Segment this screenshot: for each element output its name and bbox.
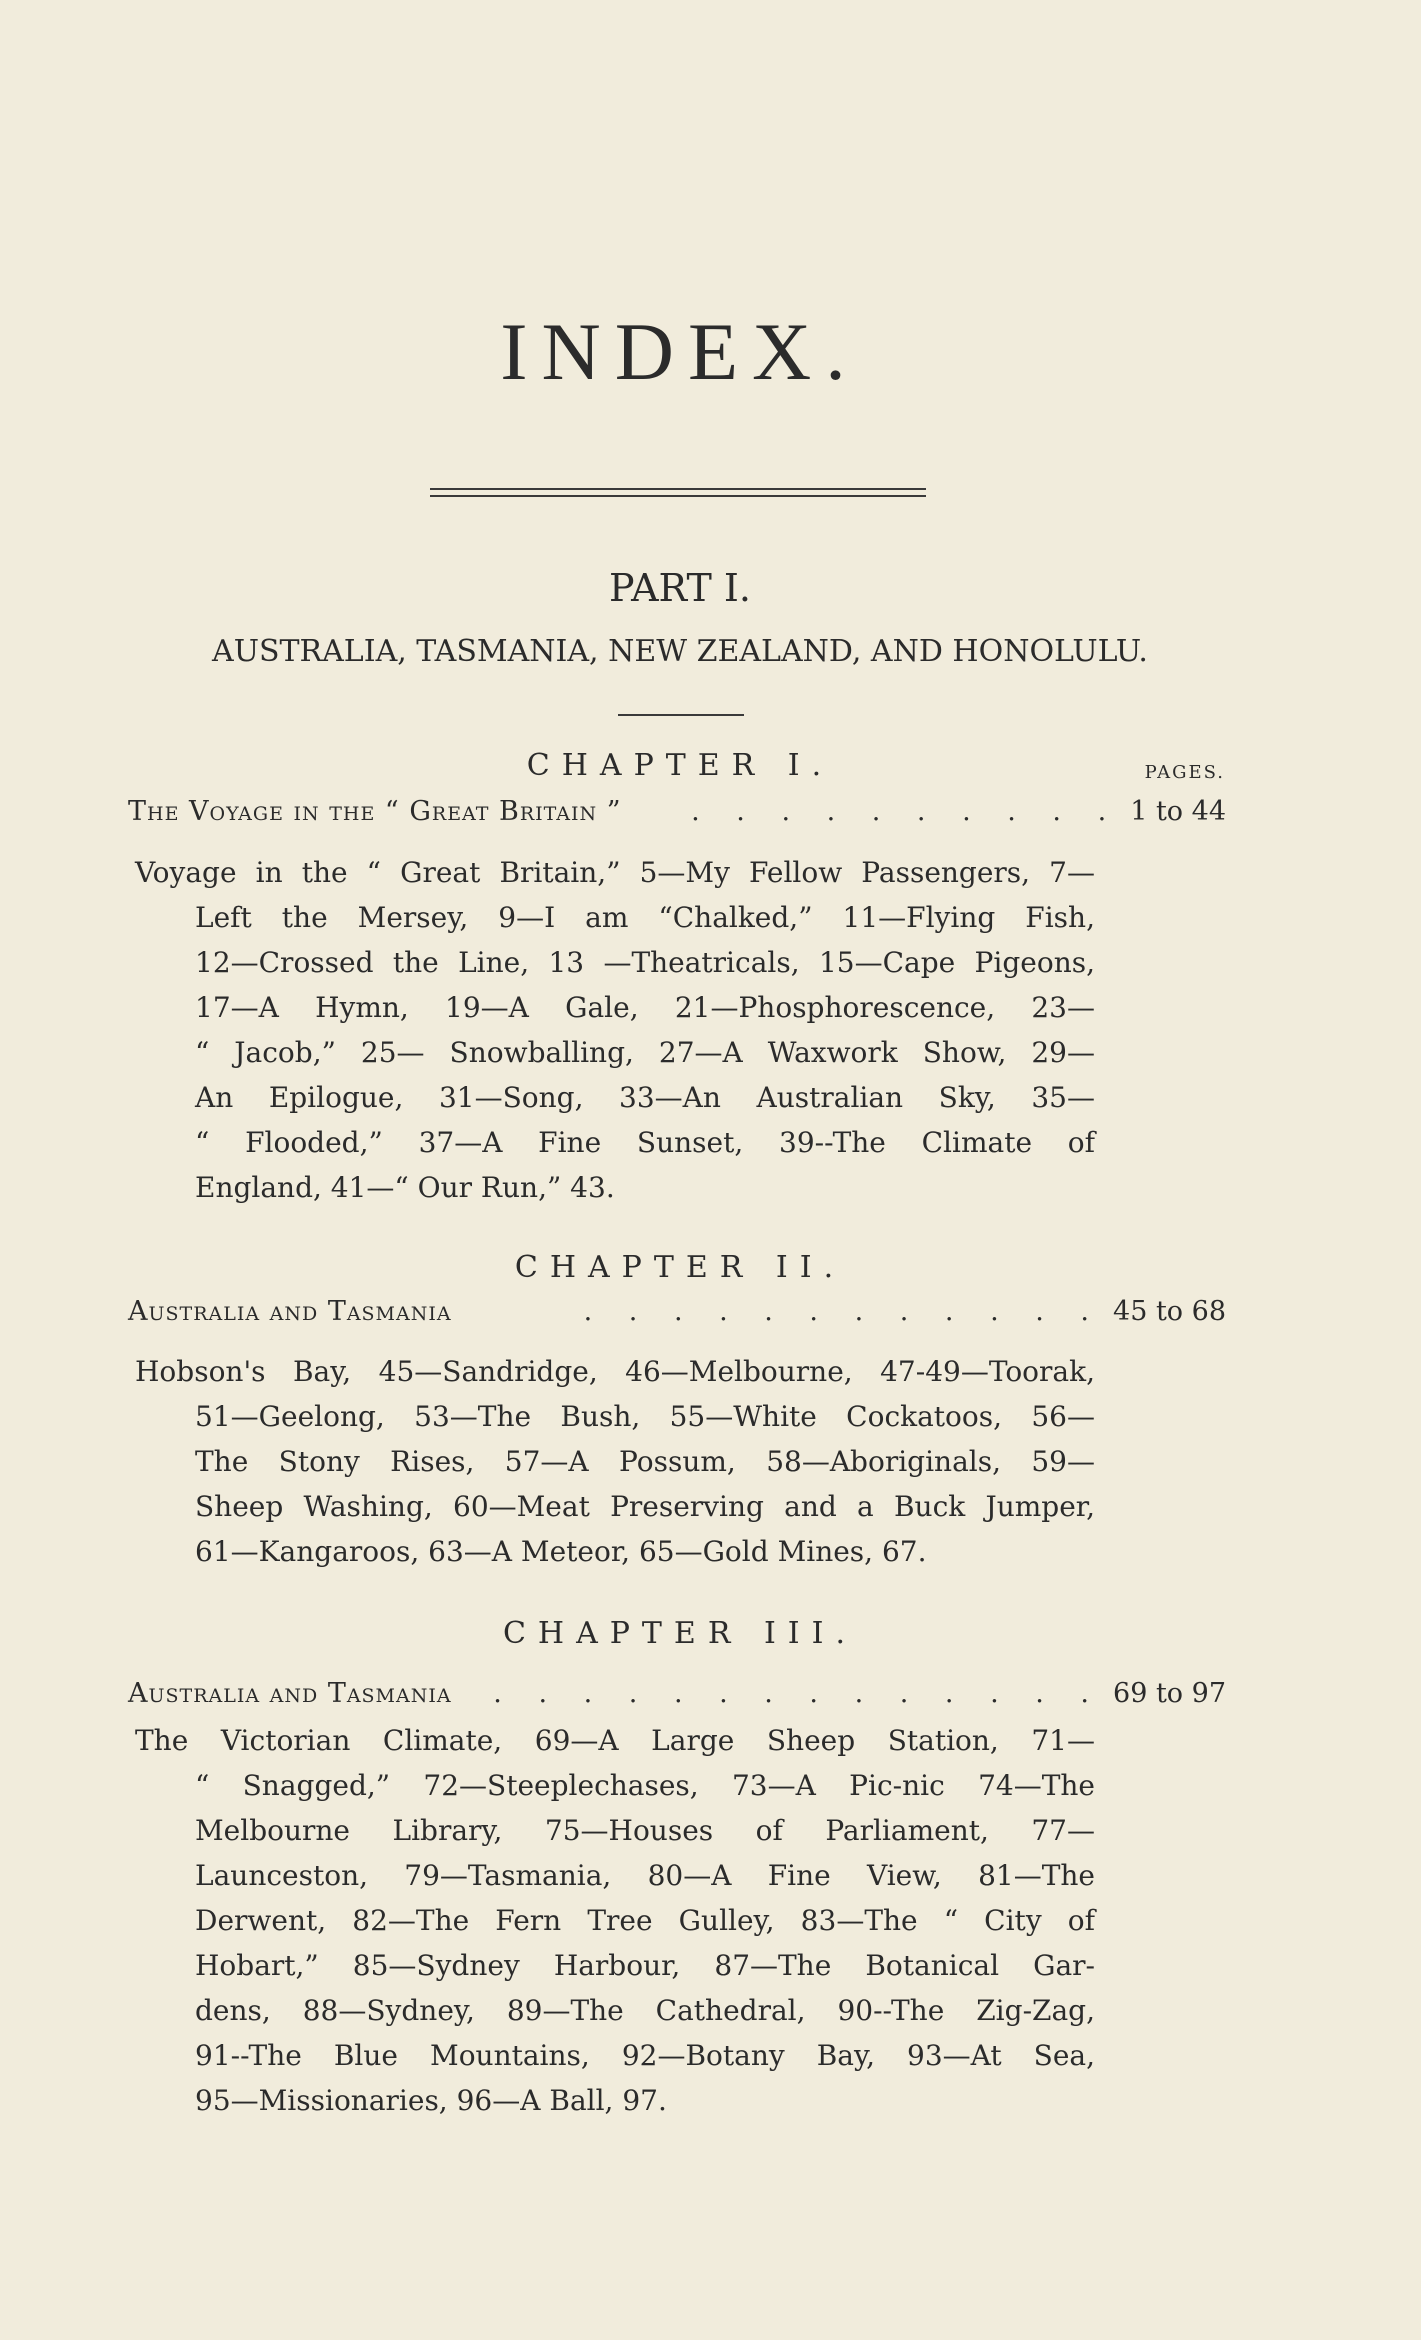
chapter-heading: CHAPTER III. xyxy=(502,1616,858,1651)
contents-line: Hobart,” 85—Sydney Harbour, 87—The Botanical Gar- xyxy=(195,1949,1095,1982)
contents-line: 61—Kangaroos, 63—A Meteor, 65—Gold Mines, 67. xyxy=(195,1535,927,1568)
contents-line: 91--The Blue Mountains, 92—Botany Bay, 93—At Sea, xyxy=(195,2039,1095,2072)
contents-line: 12—Crossed the Line, 13 —Theatricals, 15—Cape Pigeons, xyxy=(195,946,1095,979)
chapter-name: Australia and Tasmania xyxy=(128,1678,452,1709)
chapter-line xyxy=(128,1678,1226,1718)
page-title: INDEX. xyxy=(500,306,860,397)
contents-line: “ Snagged,” 72—Steeplechases, 73—A Pic-nic 74—The xyxy=(195,1769,1095,1802)
chapter-line xyxy=(128,1296,1226,1336)
short-rule-divider xyxy=(618,714,744,716)
contents-line: Derwent, 82—The Fern Tree Gulley, 83—The “ City of xyxy=(195,1904,1095,1937)
part-subtitle: AUSTRALIA, TASMANIA, NEW ZEALAND, AND HONOLULU. xyxy=(212,634,1148,669)
contents-line: An Epilogue, 31—Song, 33—An Australian Sky, 35— xyxy=(195,1081,1095,1114)
dot-leader: . . . . . . . . . . . . xyxy=(583,1296,1104,1327)
rule-line xyxy=(430,488,926,490)
rule-line xyxy=(430,495,926,497)
contents-line: 17—A Hymn, 19—A Gale, 21—Phosphorescence, 23— xyxy=(195,991,1095,1024)
chapter-heading: CHAPTER I. xyxy=(526,748,834,783)
contents-line: Voyage in the “ Great Britain,” 5—My Fellow Passengers, 7— xyxy=(135,856,1095,889)
page-range: 69 to 97 xyxy=(1113,1678,1226,1709)
contents-line: Left the Mersey, 9—I am “Chalked,” 11—Flying Fish, xyxy=(195,901,1095,934)
chapter-name: Australia and Tasmania xyxy=(128,1296,452,1327)
contents-line: The Victorian Climate, 69—A Large Sheep Station, 71— xyxy=(135,1724,1095,1757)
chapter-contents xyxy=(135,1718,1095,2123)
contents-line: dens, 88—Sydney, 89—The Cathedral, 90--The Zig-Zag, xyxy=(195,1994,1095,2027)
dot-leader: . . . . . . . . . . . . . . xyxy=(493,1678,1104,1709)
contents-line: Sheep Washing, 60—Meat Preserving and a Buck Jumper, xyxy=(195,1490,1095,1523)
pages-column-label: PAGES. xyxy=(1144,762,1225,783)
page-range: 45 to 68 xyxy=(1113,1296,1226,1327)
contents-line: England, 41—“ Our Run,” 43. xyxy=(195,1171,615,1204)
double-rule-divider xyxy=(430,488,926,498)
contents-line: “ Flooded,” 37—A Fine Sunset, 39--The Climate of xyxy=(195,1126,1095,1159)
contents-line: “ Jacob,” 25— Snowballing, 27—A Waxwork Show, 29— xyxy=(195,1036,1095,1069)
chapter-line xyxy=(128,796,1226,836)
contents-line: 95—Missionaries, 96—A Ball, 97. xyxy=(195,2084,667,2117)
dot-leader: . . . . . . . . . . xyxy=(691,796,1121,827)
chapter-contents xyxy=(135,1349,1095,1574)
chapter-heading: CHAPTER II. xyxy=(514,1250,846,1285)
contents-line: The Stony Rises, 57—A Possum, 58—Aboriginals, 59— xyxy=(195,1445,1095,1478)
contents-line: 51—Geelong, 53—The Bush, 55—White Cockatoos, 56— xyxy=(195,1400,1095,1433)
page-range: 1 to 44 xyxy=(1130,796,1226,827)
contents-line: Hobson's Bay, 45—Sandridge, 46—Melbourne, 47-49—Toorak, xyxy=(135,1355,1095,1388)
chapter-contents xyxy=(135,850,1095,1210)
chapter-name: The Voyage in the “ Great Britain ” xyxy=(128,796,622,827)
contents-line: Melbourne Library, 75—Houses of Parliament, 77— xyxy=(195,1814,1095,1847)
part-title: PART I. xyxy=(609,566,751,610)
contents-line: Launceston, 79—Tasmania, 80—A Fine View, 81—The xyxy=(195,1859,1095,1892)
